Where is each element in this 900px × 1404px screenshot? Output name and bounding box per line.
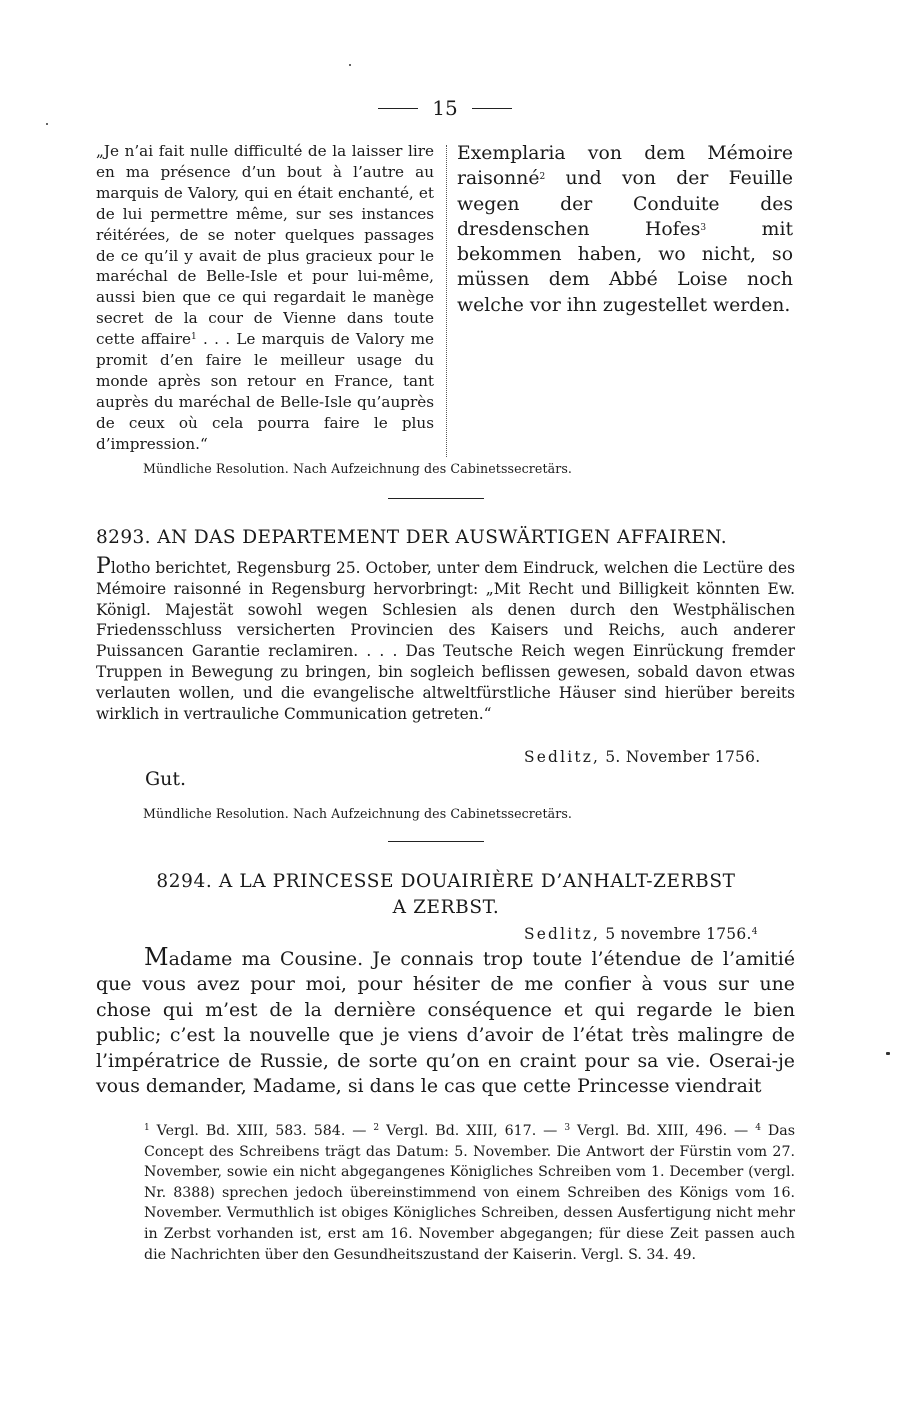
letter-body-text: lotho berichtet, Regensburg 25. October, unter dem Eindruck, welchen die Lectüre des Mémoire raisonné in Regensburg hervorbringt: „Mit Recht und Billigkeit könnten Ew. Königl. Majestät sowohl wegen Schlesien als denen durch den Westphälischen Friedensschluss versicherten Provincien des Kaisers und Reichs, auch anderer Puissancen Garantie reclamiren. . . . Das Teutsche Reich wegen Einrückung fremder Truppen in Bewegung zu bringen, bin sogleich beflissen gewesen, sobald davon etwas verlauten wollen, und die evangelische altweltfürstliche Häuser sind hierüber bereits wirklich in vertrauliche Communication getreten.“ [96, 559, 795, 723]
paper-speck [886, 1052, 890, 1055]
letter-reply: Gut. [145, 768, 187, 790]
right-column-part-a: Exemplaria von dem Mémoire raisonné [457, 143, 793, 190]
page-number-value: 15 [432, 96, 458, 120]
page-number-dash [472, 108, 512, 109]
letter-number: 8293. [96, 527, 151, 548]
initial-letter: P [96, 554, 111, 579]
paper-speck [349, 64, 351, 66]
left-column-text: „Je n’ai fait nulle difficulté de la laisser lire en ma présence d’un bout à l’autre au marquis de Valory, qui en était enchanté, et de lui permettre même, sur ses instances réitérées, de se noter quelques passages de ce qu’il y avait de plus gracieux pour le maréchal de Belle-Isle et pour lui-même, aussi bien que ce qui regardait le manège secret de la cour de Vienne dans toute cette affaire [96, 142, 434, 349]
letter-8294-dateline [524, 925, 758, 943]
letter-8293-heading [96, 527, 796, 548]
letter-8294-heading-line2: A ZERBST. [392, 897, 500, 918]
footnote-ref-4: 4 [751, 927, 758, 937]
footnote-mark-4: 4 [755, 1123, 761, 1133]
footnote-3: Vergl. Bd. XIII, 496. — [570, 1123, 756, 1139]
letter-number: 8294. [156, 871, 213, 892]
paper-speck [46, 123, 48, 125]
footnote-1: Vergl. Bd. XIII, 583. 584. — [149, 1123, 374, 1139]
left-column-quote [96, 141, 434, 455]
letter-addressee: A LA PRINCESSE DOUAIRIÈRE D’ANHALT-ZERBST [218, 871, 736, 892]
footnote-ref-3: 3 [700, 222, 707, 233]
footnotes [96, 1121, 795, 1265]
initial-letter: M [144, 943, 169, 971]
page-number-dash [378, 108, 418, 109]
page-number [370, 96, 520, 120]
footnote-4: Das Concept des Schreibens trägt das Datum: 5. November. Die Antwort der Fürstin vom 27. November, sowie ein nicht abgegangenes Königliches Schreiben vom 1. December (vergl. Nr. 8388) sprechen jedoch übereinstimmend von einem Schreiben des Königs vom 16. November. Vermuthlich ist obiges Königliches Schreiben, dessen Ausfertigung nicht mehr in Zerbst vorhanden ist, erst am 16. November abgegangen; für diese Zeit passen auch die Nachrichten über den Gesundheitszustand der Kaiserin. Vergl. S. 34. 49. [144, 1123, 795, 1263]
right-column-text [457, 141, 793, 318]
letter-8293-dateline [524, 748, 760, 766]
footnote-mark-2: 2 [373, 1123, 380, 1133]
resolution-note: Mündliche Resolution. Nach Aufzeichnung des Cabinetssecretärs. [143, 806, 573, 821]
footnote-block [96, 1121, 795, 1265]
column-divider [446, 145, 447, 457]
footnote-ref-2: 2 [539, 172, 546, 183]
footnote-mark-1: 1 [144, 1123, 150, 1133]
place-name: Sedlitz, [524, 748, 601, 766]
left-column-text-end: . . . Le marquis de Valory me promit d’en faire le meilleur usage du monde après son retour en France, tant auprès du maréchal de Belle-Isle qu’auprès de ceux où cela pourra faire le plus d’impression.“ [96, 330, 434, 453]
footnote-mark-3: 3 [564, 1123, 571, 1133]
resolution-note: Mündliche Resolution. Nach Aufzeichnung des Cabinetssecretärs. [143, 461, 573, 476]
letter-date: 5. November 1756. [605, 748, 761, 766]
letter-8293-body [96, 554, 795, 724]
footnote-ref-1: 1 [190, 332, 197, 343]
section-rule [388, 498, 484, 499]
letter-8294-heading [96, 871, 796, 892]
letter-date: 5 novembre 1756. [605, 925, 752, 943]
letter-8294-body [96, 943, 795, 1099]
footnote-2: Vergl. Bd. XIII, 617. — [379, 1123, 565, 1139]
letter-addressee: AN DAS DEPARTEMENT DER AUSWÄRTIGEN AFFAIREN. [157, 527, 728, 548]
right-column-part-b: und von der Feuille wegen der Conduite des dresdenschen Hofes [457, 168, 793, 240]
right-column-part-c: mit bekommen haben, wo nicht, so müssen dem Abbé Loise noch welche vor ihn zugestellet werden. [457, 218, 793, 316]
letter-body-text: adame ma Cousine. Je connais trop toute l’étendue de l’amitié que vous avez pour moi, pour hésiter de me confier à vous sur une chose qui m’est de la dernière conséquence et qui regarde le bien public; c’est la nouvelle que je viens d’avoir de l’état très malingre de l’impératrice de Russie, de sorte qu’on en craint pour sa vie. Oserai-je vous demander, Madame, si dans le cas que cette Princesse viendrait [96, 948, 795, 1098]
place-name: Sedlitz, [524, 925, 601, 943]
section-rule [388, 841, 484, 842]
